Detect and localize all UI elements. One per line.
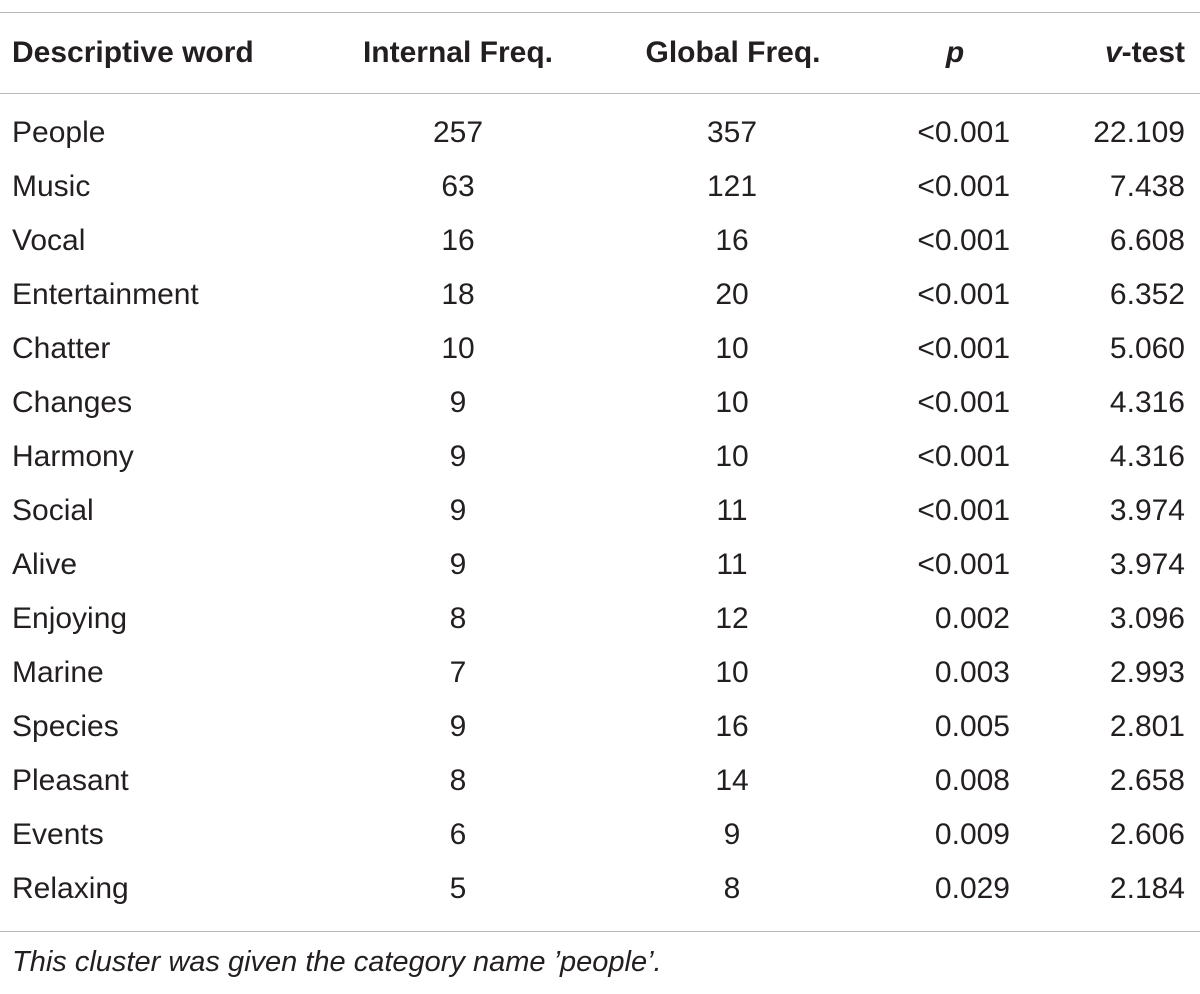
cell-p-value: <0.001 — [917, 548, 1010, 581]
cell-v-test: 6.352 — [1109, 278, 1185, 311]
cell-global-freq: 9 — [723, 818, 741, 851]
table-bottom-rule — [0, 931, 1200, 932]
cell-descriptive-word: Relaxing — [12, 872, 129, 905]
cell-global-freq: 10 — [715, 332, 749, 365]
cell-p-value: <0.001 — [917, 170, 1010, 203]
cell-p-value: <0.001 — [917, 278, 1010, 311]
cell-v-test: 3.096 — [1109, 602, 1185, 635]
table-row — [0, 484, 1200, 538]
cell-descriptive-word: Social — [12, 494, 94, 527]
cell-internal-freq: 5 — [449, 872, 467, 905]
table-top-rule — [0, 12, 1200, 13]
cell-internal-freq: 8 — [449, 602, 467, 635]
cell-descriptive-word: Music — [12, 170, 91, 203]
cell-global-freq: 11 — [716, 548, 748, 581]
cell-p-value: <0.001 — [917, 494, 1010, 527]
cell-global-freq: 10 — [715, 656, 749, 689]
cell-descriptive-word: Species — [12, 710, 119, 743]
cell-global-freq: 11 — [716, 494, 748, 527]
cell-v-test: 2.184 — [1109, 872, 1185, 905]
cell-descriptive-word: Pleasant — [12, 764, 129, 797]
header-descriptive-word: Descriptive word — [12, 36, 254, 69]
cell-internal-freq: 9 — [449, 710, 467, 743]
cell-p-value: 0.009 — [934, 818, 1010, 851]
cell-v-test: 6.608 — [1109, 224, 1185, 257]
cell-global-freq: 10 — [715, 440, 749, 473]
cell-global-freq: 16 — [715, 224, 749, 257]
cell-p-value: 0.003 — [934, 656, 1010, 689]
cell-v-test: 7.438 — [1109, 170, 1185, 203]
table-header-row — [0, 26, 1200, 80]
cell-v-test: 5.060 — [1109, 332, 1185, 365]
cell-global-freq: 20 — [715, 278, 749, 311]
cell-p-value: 0.008 — [934, 764, 1010, 797]
cell-v-test: 2.993 — [1109, 656, 1185, 689]
cell-internal-freq: 9 — [449, 440, 467, 473]
cell-global-freq: 357 — [706, 116, 758, 149]
cell-v-test: 4.316 — [1109, 440, 1185, 473]
cell-p-value: 0.002 — [934, 602, 1010, 635]
cell-internal-freq: 9 — [449, 386, 467, 419]
cell-internal-freq: 8 — [449, 764, 467, 797]
table-row — [0, 268, 1200, 322]
cell-descriptive-word: Chatter — [12, 332, 111, 365]
cell-descriptive-word: Events — [12, 818, 104, 851]
table-row — [0, 646, 1200, 700]
header-global-freq: Global Freq. — [645, 36, 821, 69]
table-row — [0, 106, 1200, 160]
cell-internal-freq: 257 — [432, 116, 484, 149]
cell-global-freq: 12 — [715, 602, 749, 635]
cell-internal-freq: 6 — [449, 818, 467, 851]
table-row — [0, 376, 1200, 430]
cell-global-freq: 16 — [715, 710, 749, 743]
cell-descriptive-word: Harmony — [12, 440, 134, 473]
table-footnote: This cluster was given the category name ’people’. — [12, 946, 662, 978]
cell-v-test: 2.606 — [1109, 818, 1185, 851]
header-v-test — [1040, 26, 1185, 80]
table-row — [0, 160, 1200, 214]
cell-internal-freq: 63 — [441, 170, 475, 203]
cell-internal-freq: 16 — [441, 224, 475, 257]
table-row — [0, 862, 1200, 916]
cell-descriptive-word: Entertainment — [12, 278, 199, 311]
cell-v-test: 2.658 — [1109, 764, 1185, 797]
cell-v-test: 3.974 — [1109, 548, 1185, 581]
cell-p-value: <0.001 — [917, 332, 1010, 365]
cell-descriptive-word: Vocal — [12, 224, 86, 257]
cell-v-test: 3.974 — [1109, 494, 1185, 527]
cell-descriptive-word: Marine — [12, 656, 104, 689]
table-row — [0, 538, 1200, 592]
cell-global-freq: 121 — [706, 170, 758, 203]
cell-global-freq: 14 — [715, 764, 749, 797]
header-internal-freq: Internal Freq. — [362, 36, 554, 69]
cell-internal-freq: 10 — [441, 332, 475, 365]
table-row — [0, 592, 1200, 646]
cell-descriptive-word: Changes — [12, 386, 133, 419]
table-header-rule — [0, 93, 1200, 94]
cell-p-value: <0.001 — [917, 440, 1010, 473]
table-row — [0, 808, 1200, 862]
table-row — [0, 754, 1200, 808]
cell-v-test: 2.801 — [1109, 710, 1185, 743]
cell-v-test: 4.316 — [1109, 386, 1185, 419]
cell-internal-freq: 7 — [449, 656, 467, 689]
cell-internal-freq: 18 — [441, 278, 475, 311]
cell-p-value: 0.005 — [934, 710, 1010, 743]
cell-descriptive-word: People — [12, 116, 106, 149]
table-row — [0, 322, 1200, 376]
cell-internal-freq: 9 — [449, 548, 467, 581]
cell-p-value: <0.001 — [917, 386, 1010, 419]
cell-p-value: 0.029 — [934, 872, 1010, 905]
cell-global-freq: 10 — [715, 386, 749, 419]
cell-v-test: 22.109 — [1093, 116, 1185, 149]
table-row — [0, 430, 1200, 484]
table-row — [0, 700, 1200, 754]
header-v-suffix: -test — [1121, 36, 1185, 69]
cell-internal-freq: 9 — [449, 494, 467, 527]
header-p: p — [945, 36, 965, 69]
cell-p-value: <0.001 — [917, 224, 1010, 257]
cell-descriptive-word: Alive — [12, 548, 78, 581]
cell-p-value: <0.001 — [917, 116, 1010, 149]
cell-descriptive-word: Enjoying — [12, 602, 128, 635]
table-row — [0, 214, 1200, 268]
cell-global-freq: 8 — [723, 872, 741, 905]
header-v-prefix: v — [1104, 36, 1122, 69]
